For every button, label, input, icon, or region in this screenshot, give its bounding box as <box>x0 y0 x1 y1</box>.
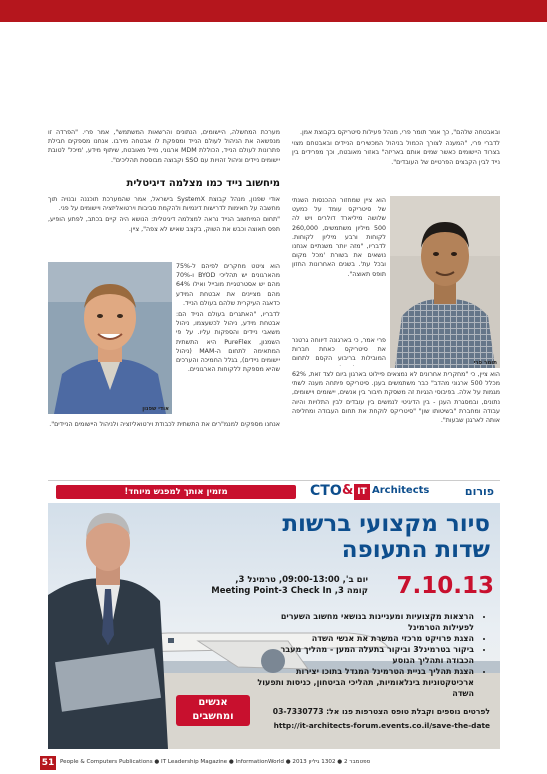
article-column-left-bottom <box>48 420 280 456</box>
ad-contact: לפרטים נוספים וקבלת טופס הצטרפות פנו אל: 03-7330773 <box>272 707 490 716</box>
advertisement <box>48 480 500 749</box>
ad-brand-badge <box>176 695 250 726</box>
ad-logo <box>310 483 494 501</box>
ad-bullet: • הצגת תהליך בניית הטרמינל המגדל בתוכו יצירות ארכיטקטוניות בינלאומיות, תהליכי הביטחון, כניסות ותפעול השדה <box>254 666 474 699</box>
ad-brand-line1: אנשים <box>198 697 228 708</box>
page-footer: People & Computers Publications ● IT Leadership Magazine ● InformationWorld ● 2013 ספטמבר 2 ● 1302 גיליון <box>60 759 371 765</box>
paragraph: פרי אמר, כי בארגונה דיווחה גרטנר את סיטריקס כאחת חברות המובילות בריבוע הקסם לתחום <box>292 337 386 363</box>
paragraph: אודי שפנון, מנהל קבוצת SystemX בישראל, אמר שהמערכת תוכננה ובנויה תוך מחשבה על תאימות לדרישות דינמיות ולהקמת סביבות וירטואליזציה ויישומים על פני. <box>48 196 280 213</box>
article-column-left-top <box>48 128 280 174</box>
ad-bullet-list <box>254 611 486 699</box>
page-number: 51 <box>41 758 55 768</box>
ad-brand-line2: ומחשבים <box>192 711 234 722</box>
ad-details <box>208 575 368 597</box>
ad-title-line2: שדות התעופה <box>341 537 490 563</box>
article-column-right-middle2 <box>292 336 386 368</box>
ad-logo-cto: CTO <box>310 483 342 499</box>
photo-tomer-peri <box>390 196 500 368</box>
section-subheading: מיחשוב נייד כמו מצלמה דיגיטלית <box>126 178 280 189</box>
article-column-right-bottom <box>292 370 500 470</box>
ad-details-line2: קומה 3, Meeting Point-3 Check In <box>211 586 368 596</box>
ad-url-link[interactable]: http://it-architects-forum.events.co.il/save-the-date <box>273 721 490 730</box>
paragraph: לדברי פרי, "המענה לצורך הכמול בניהול המכשירים הניידים ובאבטחם מצוי בצרוד היישומים כאשר שמים אותם באריזה" באזור מאובטח, וכך מפרידים בין נייד לבין הקבצים הפרטיים של העובדים". <box>292 140 500 166</box>
ad-bullet: • הצגת פרויקט מרכזי המשרת את אנשי השדה <box>254 633 474 644</box>
ad-title-line1: סיור מקצועי ברשות <box>282 511 490 537</box>
paragraph: הוא ציין, כי "מחקרית אחרונים לא נמצאים פיילוט בארגון ביום לצד זאת, 62% מכלל 500 ארגוני מהדב" כבר משתמשים בענן. סיטריקס פיתחה מענה לשתי מגמות על אלה. בפיבוסי הנגיות זה משסקת חיבור בין אנשים, יישומים ויישומים, נתונים, ובמסגרת הענן - בין הדיגיטי לנמשים בין עובדים לבין התלויות והיוה עבודה ומחברת "בשיטותו שון" "סיטריקס לוקחת את תחום העבודה ומחליפה אותה לארגנן שבעות". <box>292 371 500 425</box>
paragraph: אנחנו מספקים למנמ"רים את התשתית לכבודת וירטואליזציה ולניהול היישומים הניידים". <box>49 421 280 428</box>
paragraph: לדבריו, "האתגרים בעולם הנייד הם: אבטחת מידע, ניהול לכשעצמו, ניהול משאבי ניידים והספקות עליו. על פי השמנון, PureFlex היא התשתית המתאימה לתחום ה-MAM (ניהול יישומים ניידים), בגלל החמיכה והערכים שהיא מספקת ללקוחות הארגוניים. <box>176 311 280 374</box>
ad-date: 7.10.13 <box>396 573 494 599</box>
ad-bullet: • הרצאות מקצועיות ומעניינות בנושאי מחשוב השערים לפעילות הטרמינל <box>254 611 474 633</box>
paragraph: מערכת המחשלה, היישומים, הנתונים והרשאות המשתמש", אמר פרי. "הפרדה זו מנפשאה את הניהול לעולם הנייד ומספקת לו אבטחה מירבו. אנחנו מספקים חבילת פתרונות לעולם הנייד, הכוללת MDM ארגוני, מייל מאובטח, שיתוף מידע, 'מיכל' לטובת יישומים ניידים וניהול זהויות עם SSO וקבוצה מבוססת תהליכים". <box>48 129 280 164</box>
ad-logo-amp: & <box>342 483 354 498</box>
header-bar <box>0 0 547 22</box>
ad-logo-architects: Architects <box>372 485 430 496</box>
article-column-right-middle <box>292 196 386 281</box>
article-column-left-beside-photo <box>176 262 280 416</box>
ad-invite-banner: מזמין אותך למפגש מיוחד! <box>56 485 296 499</box>
paragraph: הוא ציטט מחקרים לפיהם ל-75% מהארגונים יש תהליכי BYOD ו-70% מהם יש אסטרטגיית מובייל ואילו 64% מהם מציינים את אבטחת המידע כדאגה העיקרית שלהם בעולם הנייד. <box>176 263 280 307</box>
paragraph: ובאבטחה שלהם", כך אמר תומר פרי, מנהל פעילות סיטריקס בקבוצת אמן. <box>300 129 500 136</box>
ad-forum-label: פורום <box>464 485 494 498</box>
paragraph: "תחום המיחשוב הנייד נראה למצלמה דיגיטלית: הנושא היה קיים בכתב, לפתע הופיע, תפס תאוצה וכבש את השוק, בקצב שאיש לא צפה", ציין. <box>48 216 280 233</box>
ad-logo-it: IT <box>354 484 370 500</box>
ad-bullet: • ביקור בטרמינל3 וביקור בתעלה המען - מהליך מעבר הכבודה ותהליך הנוסע <box>254 644 474 666</box>
article-column-right-top <box>292 128 500 169</box>
article-column-left-middle <box>48 195 280 259</box>
photo-caption: אודי שפנון <box>142 406 169 412</box>
paragraph: הוא ציין שמחזור ההכנסות השנתי של סיטריקס עומד על כמעט שלושה מיליארד דולרים ויש לה 500 מיליון משתמשים, 260,000 לקוחות ורבע מיליון לקוחות. לדבריו, "מזה יותר משנתיים אנחנו נושאים את בשורת 'מכל מקום ובכל עת'. בשנים האחרונות החזון תופס תאוצה". <box>292 197 386 278</box>
photo-udi-shafnon <box>48 262 172 414</box>
photo-caption: תומר פרי <box>473 360 497 366</box>
ad-details-line1: יום ב', 09:00-13:00, טרמינל 3, <box>235 575 368 585</box>
businessman-illustration <box>48 505 168 749</box>
